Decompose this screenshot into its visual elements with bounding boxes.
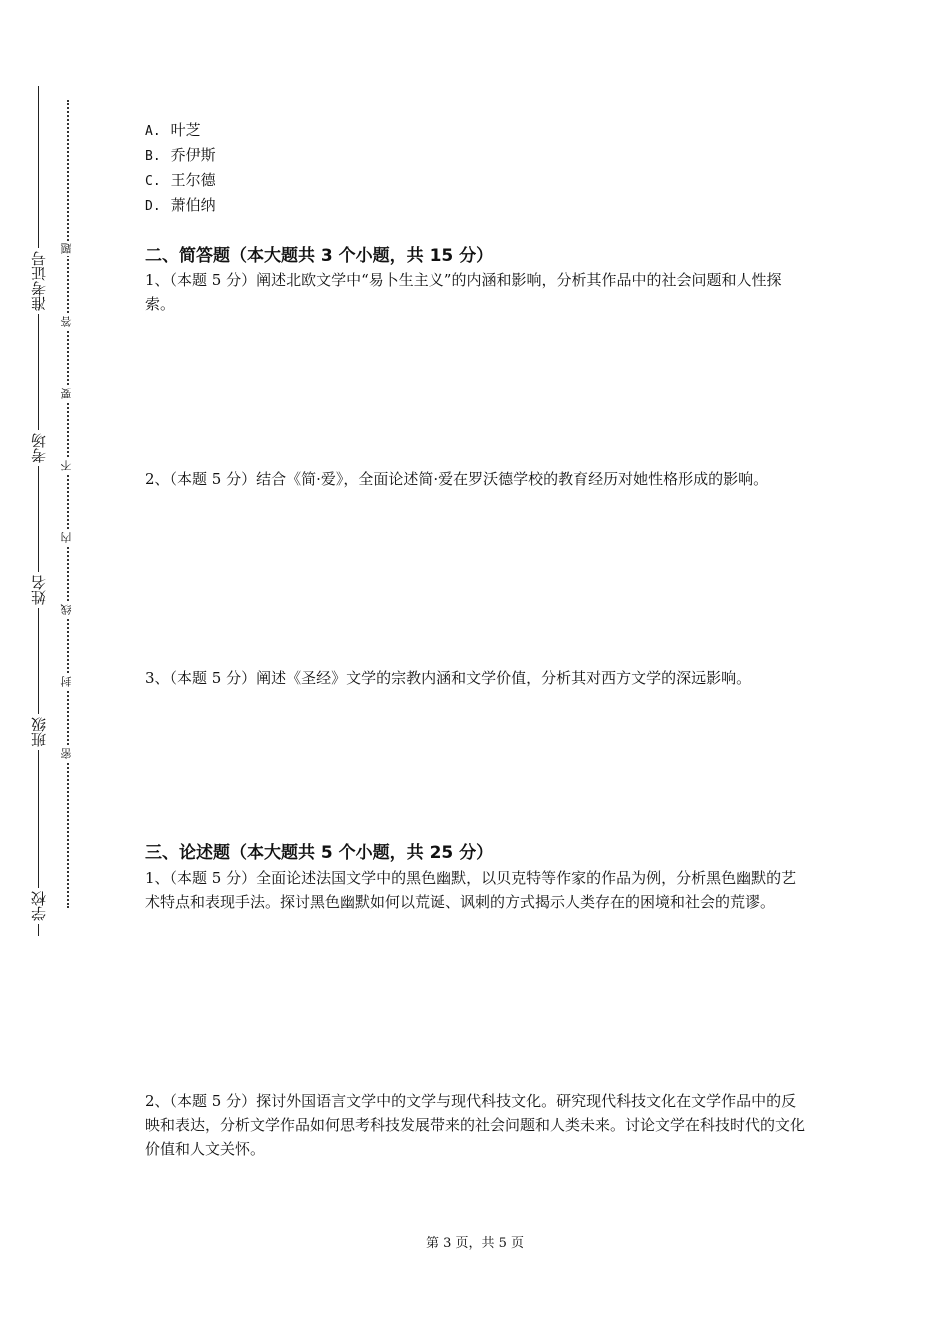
label-school: 学校 [32, 888, 47, 924]
label-class: 班级 [32, 714, 47, 750]
seal-char: 不 [60, 460, 73, 471]
seal-char: 封 [60, 676, 73, 687]
seal-char: 线 [60, 604, 73, 615]
section3-question-1: 1、（本题 5 分）全面论述法国文学中的黑色幽默，以贝克特等作家的作品为例，分析黑色幽默的艺术特点和表现手法。探讨黑色幽默如何以荒诞、讽刺的方式揭示人类存在的困境和社会的荒谬。 [145, 869, 797, 911]
seal-char: 题 [60, 243, 73, 254]
option-b: B. 乔伊斯 [145, 146, 216, 164]
option-a: A. 叶芝 [145, 121, 201, 139]
label-exam-room: 考场 [32, 430, 47, 466]
page-number-footer: 第 3 页，共 5 页 [425, 1236, 525, 1251]
seal-char: 要 [60, 388, 73, 399]
option-d: D. 萧伯纳 [145, 196, 216, 214]
section3-question-2: 2、（本题 5 分）探讨外国语言文学中的文学与现代科技文化。研究现代科技文化在文学作品中的反映和表达，分析文学作品如何思考科技发展带来的社会问题和人类未来。讨论文学在科技时代的文化价值和人文关怀。 [145, 1092, 806, 1158]
binding-dotted-line [67, 100, 69, 908]
seal-char: 密 [60, 748, 73, 759]
section3-heading: 三、论述题（本大题共 5 个小题，共 25 分） [145, 843, 494, 863]
binding-margin [0, 0, 110, 1344]
seal-char: 答 [60, 316, 73, 327]
binding-solid-line [38, 86, 39, 936]
section2-question-2: 2、（本题 5 分）结合《简·爱》，全面论述简·爱在罗沃德学校的教育经历对她性格形成的影响。 [145, 470, 769, 488]
options-list [145, 118, 810, 218]
section2-question-3: 3、（本题 5 分）阐述《圣经》文学的宗教内涵和文学价值，分析其对西方文学的深远影响。 [145, 669, 752, 687]
section2-question-1: 1、（本题 5 分）阐述北欧文学中“易卜生主义”的内涵和影响，分析其作品中的社会问题和人性探索。 [145, 271, 782, 313]
option-c: C. 王尔德 [145, 171, 216, 189]
seal-char: 内 [60, 532, 73, 543]
label-exam-number: 准考证号 [32, 248, 47, 314]
label-name: 姓名 [32, 572, 47, 608]
section2-heading: 二、简答题（本大题共 3 个小题，共 15 分） [145, 246, 494, 266]
